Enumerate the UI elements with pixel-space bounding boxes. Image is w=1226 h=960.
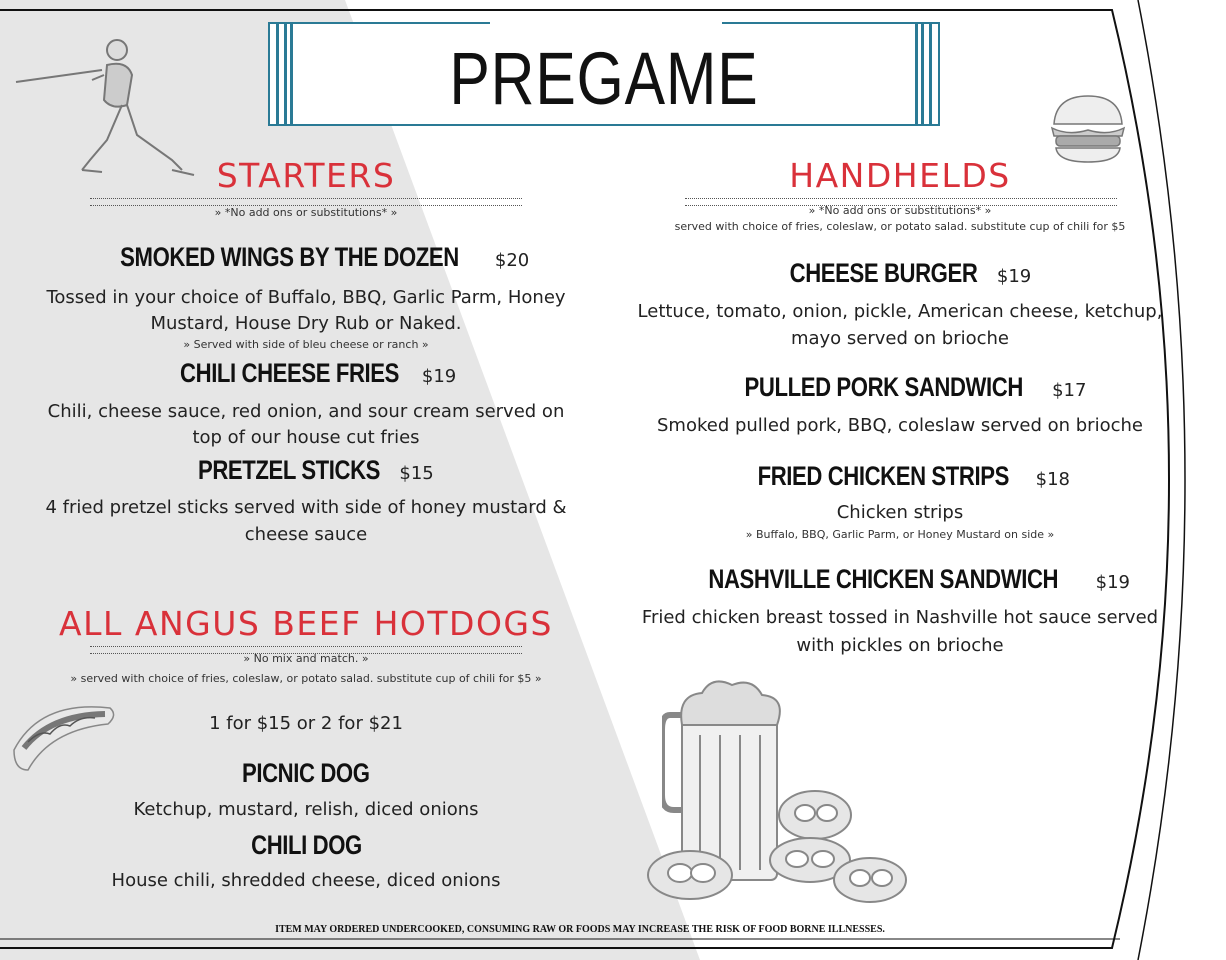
food-safety-disclaimer: ITEM MAY ORDERED UNDERCOOKED, CONSUMING RAW OR FOODS MAY INCREASE THE RISK OF FOOD BORNE ILLNESSES. — [275, 924, 885, 935]
menu-item-fried-chicken-strips: FRIED CHICKEN STRIPS $18 — [757, 461, 1070, 491]
page-title: PREGAME — [449, 37, 759, 120]
item-description: Fried chicken breast tossed in Nashville hot sauce served — [641, 607, 1159, 628]
item-description: Tossed in your choice of Buffalo, BBQ, Garlic Parm, Honey — [46, 287, 566, 308]
item-description: cheese sauce — [244, 524, 368, 545]
menu-item-smoked-wings: SMOKED WINGS BY THE DOZEN $20 — [119, 242, 530, 272]
menu-item-chili-cheese-fries: CHILI CHEESE FRIES $19 — [179, 358, 457, 388]
item-price: $19 — [421, 366, 457, 387]
item-price: $20 — [494, 250, 530, 271]
item-price: $19 — [996, 266, 1032, 287]
item-subnote: » Buffalo, BBQ, Garlic Parm, or Honey Mustard on side » — [745, 528, 1055, 541]
item-description: Ketchup, mustard, relish, diced onions — [133, 799, 479, 820]
item-price: $15 — [399, 463, 434, 484]
menu-item-pretzel-sticks: PRETZEL STICKS $15 — [198, 455, 434, 485]
item-description: Smoked pulled pork, BBQ, coleslaw served on brioche — [657, 415, 1143, 436]
item-price: $18 — [1035, 469, 1070, 490]
handhelds-heading: HANDHELDS — [789, 156, 1011, 195]
hotdogs-note: » No mix and match. » — [243, 652, 369, 665]
menu-item-nashville-chicken-sandwich: NASHVILLE CHICKEN SANDWICH $19 — [708, 564, 1130, 594]
hotdogs-heading: ALL ANGUS BEEF HOTDOGS — [59, 604, 553, 643]
item-description: Chili, cheese sauce, red onion, and sour cream served on — [47, 401, 565, 422]
starters-heading: STARTERS — [216, 156, 396, 195]
item-description: mayo served on brioche — [790, 328, 1010, 349]
title-box — [268, 22, 940, 126]
item-description: Mustard, House Dry Rub or Naked. — [150, 313, 462, 334]
handhelds-sides-note: served with choice of fries, coleslaw, or potato salad. substitute cup of chili for $5 — [674, 220, 1126, 233]
item-description: with pickles on brioche — [796, 635, 1004, 656]
menu-item-picnic-dog: PICNIC DOG — [242, 758, 370, 788]
pretzel-icon — [645, 785, 910, 905]
item-description: top of our house cut fries — [192, 427, 420, 448]
hotdogs-sides-note: » served with choice of fries, coleslaw, or potato salad. substitute cup of chili for $5 » — [70, 672, 542, 685]
item-description: House chili, shredded cheese, diced onions — [111, 870, 501, 891]
starters-note: » *No add ons or substitutions* » — [214, 206, 398, 219]
menu-item-pulled-pork-sandwich: PULLED PORK SANDWICH $17 — [744, 372, 1087, 402]
starters-divider — [90, 198, 522, 206]
menu-item-cheese-burger: CHEESE BURGER $19 — [789, 258, 1032, 288]
item-description: Chicken strips — [836, 502, 964, 523]
item-description: 4 fried pretzel sticks served with side of honey mustard & — [45, 497, 567, 518]
item-price: $19 — [1095, 572, 1130, 593]
item-description: Lettuce, tomato, onion, pickle, American cheese, ketchup, — [637, 301, 1163, 322]
item-subnote: » Served with side of bleu cheese or ranch » — [183, 338, 429, 351]
item-price: $17 — [1052, 380, 1087, 401]
hotdogs-pricing: 1 for $15 or 2 for $21 — [209, 713, 403, 734]
handhelds-note: » *No add ons or substitutions* » — [808, 204, 992, 217]
menu-item-chili-dog: CHILI DOG — [250, 830, 362, 860]
